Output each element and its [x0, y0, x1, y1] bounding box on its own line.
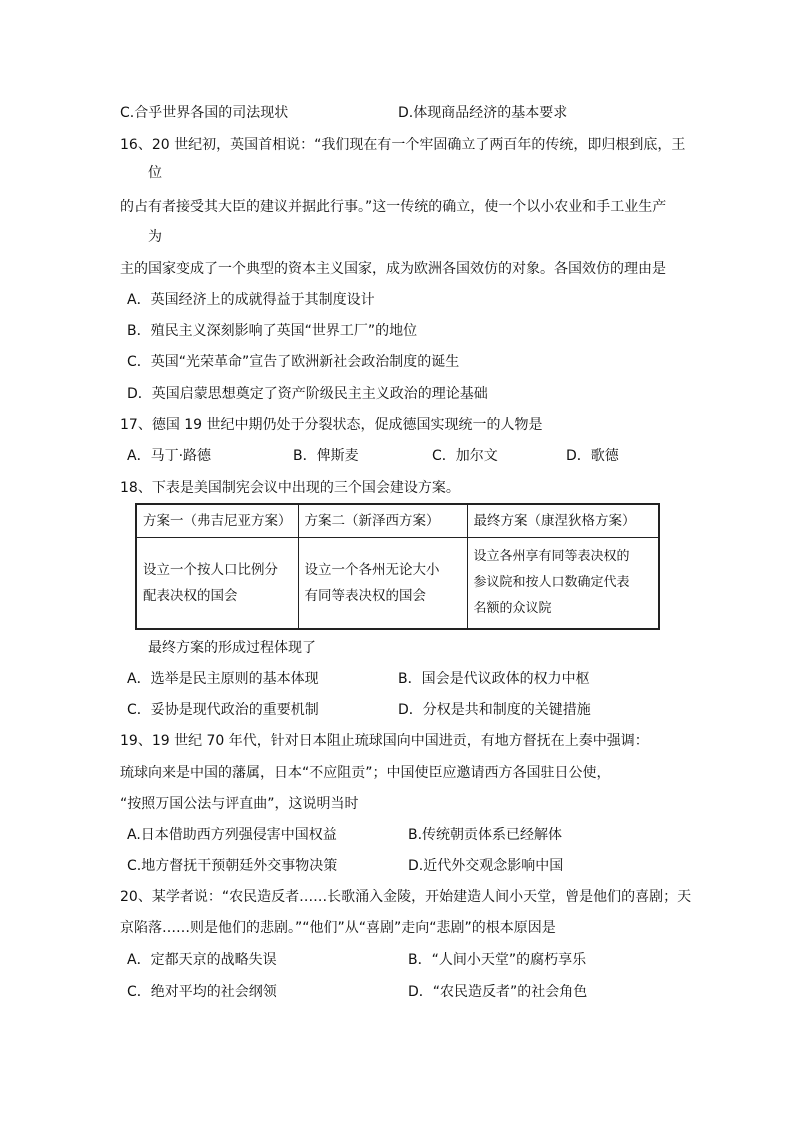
- q16-option-a: A．英国经济上的成就得益于其制度设计: [127, 292, 375, 308]
- cell-line: 设立一个按人口比例分: [143, 562, 278, 578]
- q17-option-b: B．俾斯麦: [293, 448, 359, 464]
- table-cell: [298, 538, 467, 630]
- cell-line: 设立一个各州无论大小: [304, 562, 440, 578]
- table-cell: [467, 538, 659, 630]
- table-row: [136, 538, 659, 630]
- cell-line: 配表决权的国会: [143, 588, 238, 604]
- q18-option-c: C．妥协是现代政治的重要机制: [127, 702, 319, 718]
- q20-option-d: D．“农民造反者”的社会角色: [408, 984, 588, 1000]
- q20-option-a: A．定都天京的战略失误: [127, 952, 277, 968]
- q18-table: [135, 503, 660, 630]
- q18-follow: 最终方案的形成过程体现了: [148, 640, 316, 656]
- q19-option-d: D.近代外交观念影响中国: [408, 858, 564, 874]
- q20-stem-line2: 京陷落……则是他们的悲剧。”“他们”从“喜剧”走向“悲剧”的根本原因是: [120, 920, 556, 936]
- q18-option-b: B．国会是代议政体的权力中枢: [398, 671, 590, 687]
- q20-stem-line1: 20、某学者说：“农民造反者……长歌涌入金陵，开始建造人间小天堂，曾是他们的喜剧；天: [120, 889, 692, 905]
- table-cell: [136, 538, 298, 630]
- cell-line: 有同等表决权的国会: [304, 588, 426, 604]
- q16-stem-line1: 16、20 世纪初，英国首相说：“我们现在有一个牢固确立了两百年的传统，即归根到底，王: [120, 137, 686, 153]
- q16-stem-line2: 的占有者接受其大臣的建议并据此行事。”这一传统的确立，使一个以小农业和手工业生产: [120, 199, 667, 215]
- q16-option-d: D．英国启蒙思想奠定了资产阶级民主主义政治的理论基础: [127, 386, 488, 402]
- q16-stem-line2b: 为: [148, 229, 162, 245]
- q18-option-d: D．分权是共和制度的关键措施: [398, 702, 591, 718]
- q17-option-c: C．加尔文: [432, 448, 498, 464]
- q16-option-c: C．英国“光荣革命”宣告了欧洲新社会政治制度的诞生: [127, 354, 460, 370]
- cell-line: 设立各州享有同等表决权的: [473, 549, 630, 564]
- q16-stem-line3: 主的国家变成了一个典型的资本主义国家，成为欧洲各国效仿的对象。各国效仿的理由是: [120, 261, 666, 277]
- q16-stem-line1b: 位: [148, 165, 162, 181]
- q17-option-d: D．歌德: [566, 448, 619, 464]
- q19-stem-line1: 19、19 世纪 70 年代，针对日本阻止琉球国向中国进贡，有地方督抚在上奏中强调：: [120, 733, 649, 749]
- q19-stem-line2: 琉球向来是中国的藩属，日本“不应阻贡”；中国使臣应邀请西方各国驻日公使，: [120, 765, 611, 781]
- table-header-cell: 最终方案（康涅狄格方案）: [467, 504, 659, 538]
- q18-option-a: A．选举是民主原则的基本体现: [127, 671, 319, 687]
- q20-option-b: B．“人间小天堂”的腐朽享乐: [408, 952, 587, 968]
- q19-option-a: A.日本借助西方列强侵害中国权益: [127, 827, 337, 843]
- q17-stem: 17、德国 19 世纪中期仍处于分裂状态，促成德国实现统一的人物是: [120, 417, 543, 433]
- q18-stem: 18、下表是美国制宪会议中出现的三个国会建设方案。: [120, 480, 460, 496]
- q20-option-c: C．绝对平均的社会纲领: [127, 984, 277, 1000]
- q19-option-c: C.地方督抚干预朝廷外交事物决策: [127, 858, 338, 874]
- cell-line: 参议院和按人口数确定代表: [473, 575, 630, 590]
- q16-option-b: B．殖民主义深刻影响了英国“世界工厂”的地位: [127, 323, 418, 339]
- q17-option-a: A．马丁·路德: [127, 448, 212, 464]
- table-header-row: [136, 504, 659, 538]
- table-header-cell: 方案一（弗吉尼亚方案）: [136, 504, 298, 538]
- q19-option-b: B.传统朝贡体系已经解体: [408, 827, 563, 843]
- q15-option-d: D.体现商品经济的基本要求: [398, 105, 568, 121]
- q19-stem-line3: “按照万国公法与评直曲”，这说明当时: [120, 796, 359, 812]
- q15-option-c: C.合乎世界各国的司法现状: [120, 105, 289, 121]
- table-header-cell: 方案二（新泽西方案）: [298, 504, 467, 538]
- cell-line: 名额的众议院: [473, 601, 552, 616]
